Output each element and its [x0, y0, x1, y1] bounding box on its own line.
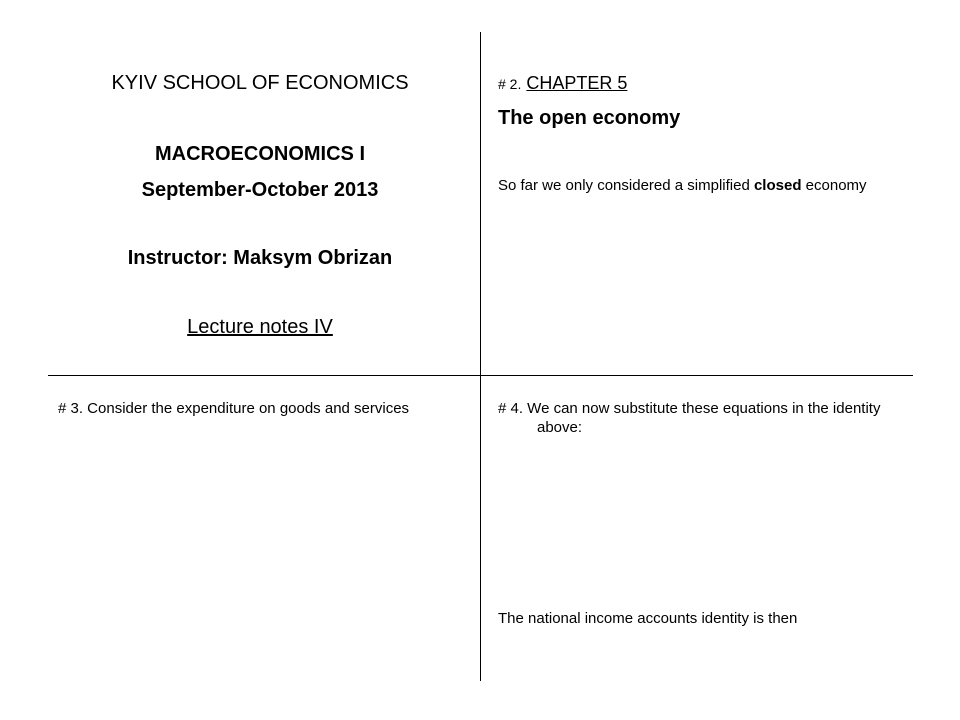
school-name: KYIV SCHOOL OF ECONOMICS — [111, 72, 409, 94]
chapter-label: CHAPTER 5 — [526, 73, 628, 93]
body-text-end: economy — [801, 177, 867, 194]
horizontal-divider — [48, 375, 913, 376]
slide-3-body: # 3. Consider the expenditure on goods and services — [58, 400, 410, 417]
lecture-title: Lecture notes IV — [187, 316, 333, 338]
course-term: September-October 2013 — [141, 179, 379, 201]
slide-number: # 2. — [498, 76, 522, 92]
slide-2-title: The open economy — [498, 107, 681, 129]
slide-2-body — [498, 176, 937, 195]
course-title: MACROECONOMICS I — [155, 143, 365, 165]
slide-4-body: # 4. We can now substitute these equations in the identity above: — [498, 400, 881, 436]
slide-2-header — [498, 73, 627, 94]
body-text-bold: closed — [753, 177, 802, 194]
vertical-divider — [480, 32, 481, 681]
slide-4-footer: The national income accounts identity is then — [498, 610, 798, 627]
instructor-name: Instructor: Maksym Obrizan — [127, 247, 393, 269]
body-text-start: So far we only considered a simplified — [498, 177, 754, 194]
